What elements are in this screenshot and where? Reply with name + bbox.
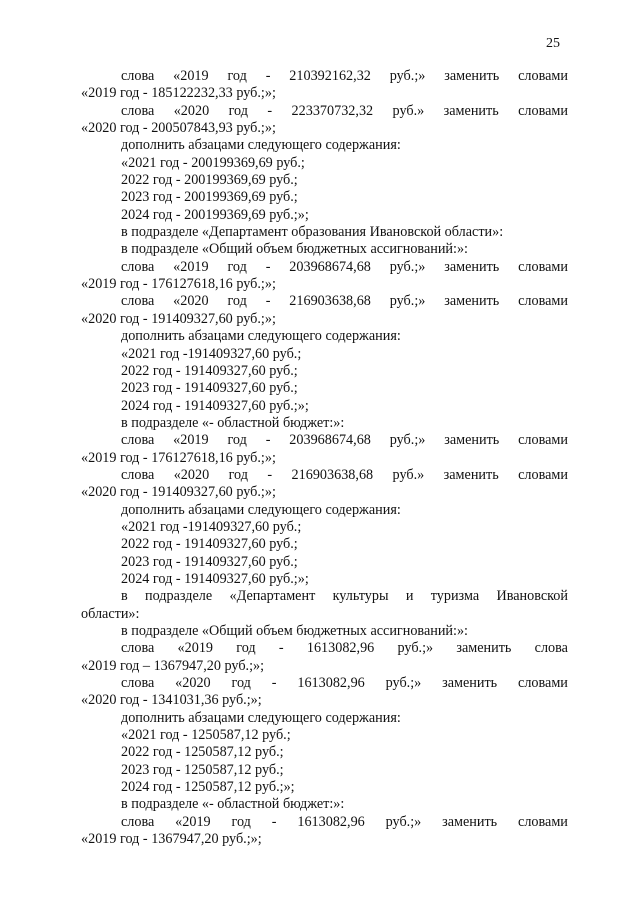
word: «2019	[173, 258, 209, 275]
text-line: дополнить абзацами следующего содержания:	[121, 328, 401, 345]
word: заменить	[444, 258, 500, 275]
word: словами	[518, 68, 568, 84]
text-line	[81, 432, 568, 449]
text-line	[81, 467, 568, 484]
word: «2020	[175, 675, 211, 692]
word: культуры	[332, 588, 389, 605]
word: «Департамент	[229, 588, 316, 605]
text-line: «2019 год - 185122232,33 руб.;»;	[81, 85, 276, 102]
text-line: дополнить абзацами следующего содержания:	[121, 709, 401, 726]
word: руб.;»	[385, 675, 422, 692]
text-line: 2024 год - 191409327,60 руб.;»;	[121, 397, 309, 414]
text-line	[81, 588, 568, 605]
text-line: 2024 год - 1250587,12 руб.;»;	[121, 779, 295, 796]
word: руб.»	[392, 102, 425, 119]
word: слова	[121, 68, 155, 84]
word: заменить	[443, 102, 499, 119]
text-line: «2020 год - 191409327,60 руб.;»;	[81, 310, 276, 327]
word: 203968674,68	[289, 258, 371, 275]
text-line: дополнить абзацами следующего содержания:	[121, 501, 401, 518]
word: год	[227, 293, 247, 310]
text-line: в подразделе «Департамент образования Ивановской области»:	[121, 224, 504, 241]
text-line: в подразделе «Общий объем бюджетных ассигнований:»:	[121, 241, 468, 258]
word: 216903638,68	[289, 293, 371, 310]
word: руб.»	[392, 466, 425, 483]
word: -	[278, 640, 284, 657]
word: словами	[518, 466, 568, 483]
text-line: 2022 год - 191409327,60 руб.;	[121, 536, 298, 553]
text-line: «2021 год - 1250587,12 руб.;	[121, 727, 291, 744]
word: «2019	[175, 813, 211, 830]
text-line: «2021 год -191409327,60 руб.;	[121, 345, 302, 362]
word: 1613082,96	[297, 813, 365, 830]
word: слова	[121, 432, 155, 449]
word: руб.;»	[385, 813, 422, 830]
word: слова	[121, 258, 155, 275]
text-line	[81, 103, 568, 120]
word: 223370732,32	[291, 102, 374, 119]
word: «2020	[173, 466, 210, 483]
word: «2019	[173, 68, 209, 84]
text-line: 2023 год - 191409327,60 руб.;	[121, 380, 298, 397]
word: заменить	[443, 466, 499, 483]
word: руб.;»	[389, 293, 426, 310]
word: Ивановской	[496, 588, 568, 605]
word: «2019	[173, 432, 209, 449]
word: и	[405, 588, 414, 605]
text-line: 2023 год - 200199369,69 руб.;	[121, 189, 298, 206]
word: -	[265, 293, 271, 310]
text-line: «2021 год - 200199369,69 руб.;	[121, 154, 305, 171]
word: словами	[518, 675, 568, 692]
word: руб.;»	[389, 68, 426, 84]
word: слова	[121, 293, 155, 310]
text-line: «2019 год – 1367947,20 руб.;»;	[81, 657, 265, 674]
text-line: «2021 год -191409327,60 руб.;	[121, 518, 302, 535]
page-number: 25	[546, 36, 560, 51]
word: туризма	[430, 588, 480, 605]
word: слова	[121, 813, 155, 830]
text-line: дополнить абзацами следующего содержания:	[121, 137, 401, 154]
word: 1613082,96	[306, 640, 375, 657]
word: -	[267, 466, 273, 483]
word: заменить	[444, 68, 500, 84]
word: слова	[121, 675, 155, 692]
text-line: «2020 год - 200507843,93 руб.;»;	[81, 120, 276, 137]
word: руб.;»	[389, 432, 426, 449]
word: год	[227, 68, 247, 84]
text-line	[81, 640, 568, 657]
word: словами	[518, 432, 568, 449]
word: -	[265, 68, 271, 84]
word: 216903638,68	[291, 466, 374, 483]
text-line: «2019 год - 176127618,16 руб.;»;	[81, 449, 276, 466]
text-line: 2023 год - 191409327,60 руб.;	[121, 553, 298, 570]
text-line: «2020 год - 191409327,60 руб.;»;	[81, 484, 276, 501]
text-line: «2019 год - 176127618,16 руб.;»;	[81, 276, 276, 293]
word: заменить	[456, 640, 512, 657]
text-line: «2020 год - 1341031,36 руб.;»;	[81, 692, 262, 709]
word: словами	[518, 258, 568, 275]
text-line: в подразделе «- областной бюджет:»:	[121, 796, 345, 813]
word: подразделе	[145, 588, 213, 605]
word: -	[271, 813, 277, 830]
text-line: 2024 год - 191409327,60 руб.;»;	[121, 570, 309, 587]
text-line	[81, 293, 568, 310]
word: слова	[121, 640, 155, 657]
word: -	[265, 258, 271, 275]
word: «2020	[173, 102, 210, 119]
text-line	[81, 68, 568, 85]
word: год	[231, 813, 251, 830]
text-line: области»:	[81, 605, 140, 622]
text-line: 2024 год - 200199369,69 руб.;»;	[121, 206, 309, 223]
word: слова	[121, 466, 155, 483]
text-line	[81, 675, 568, 692]
word: заменить	[444, 432, 500, 449]
word: -	[265, 432, 271, 449]
word: год	[231, 675, 251, 692]
word: год	[227, 258, 247, 275]
text-line	[81, 814, 568, 831]
word: словами	[518, 102, 568, 119]
word: слова	[121, 102, 155, 119]
text-line: «2019 год - 1367947,20 руб.;»;	[81, 831, 262, 848]
text-line: 2022 год - 1250587,12 руб.;	[121, 744, 284, 761]
word: 1613082,96	[297, 675, 365, 692]
word: -	[271, 675, 277, 692]
word: руб.;»	[389, 258, 426, 275]
text-line: в подразделе «- областной бюджет:»:	[121, 414, 345, 431]
text-line: в подразделе «Общий объем бюджетных ассигнований:»:	[121, 623, 468, 639]
text-line: 2022 год - 200199369,69 руб.;	[121, 172, 298, 189]
word: «2019	[177, 640, 213, 657]
word: руб.;»	[397, 640, 434, 657]
text-line: 2022 год - 191409327,60 руб.;	[121, 362, 298, 379]
word: в	[121, 588, 128, 605]
document-body	[81, 68, 568, 848]
word: -	[267, 102, 273, 119]
word: слова	[534, 640, 568, 657]
word: год	[228, 102, 248, 119]
text-line	[81, 259, 568, 276]
word: год	[227, 432, 247, 449]
word: заменить	[442, 813, 498, 830]
word: 210392162,32	[289, 68, 371, 84]
word: «2020	[173, 293, 209, 310]
word: заменить	[442, 675, 498, 692]
word: год	[236, 640, 256, 657]
word: словами	[518, 293, 568, 310]
word: заменить	[444, 293, 500, 310]
word: 203968674,68	[289, 432, 371, 449]
word: словами	[518, 813, 568, 830]
text-line: 2023 год - 1250587,12 руб.;	[121, 761, 284, 778]
word: год	[228, 466, 248, 483]
